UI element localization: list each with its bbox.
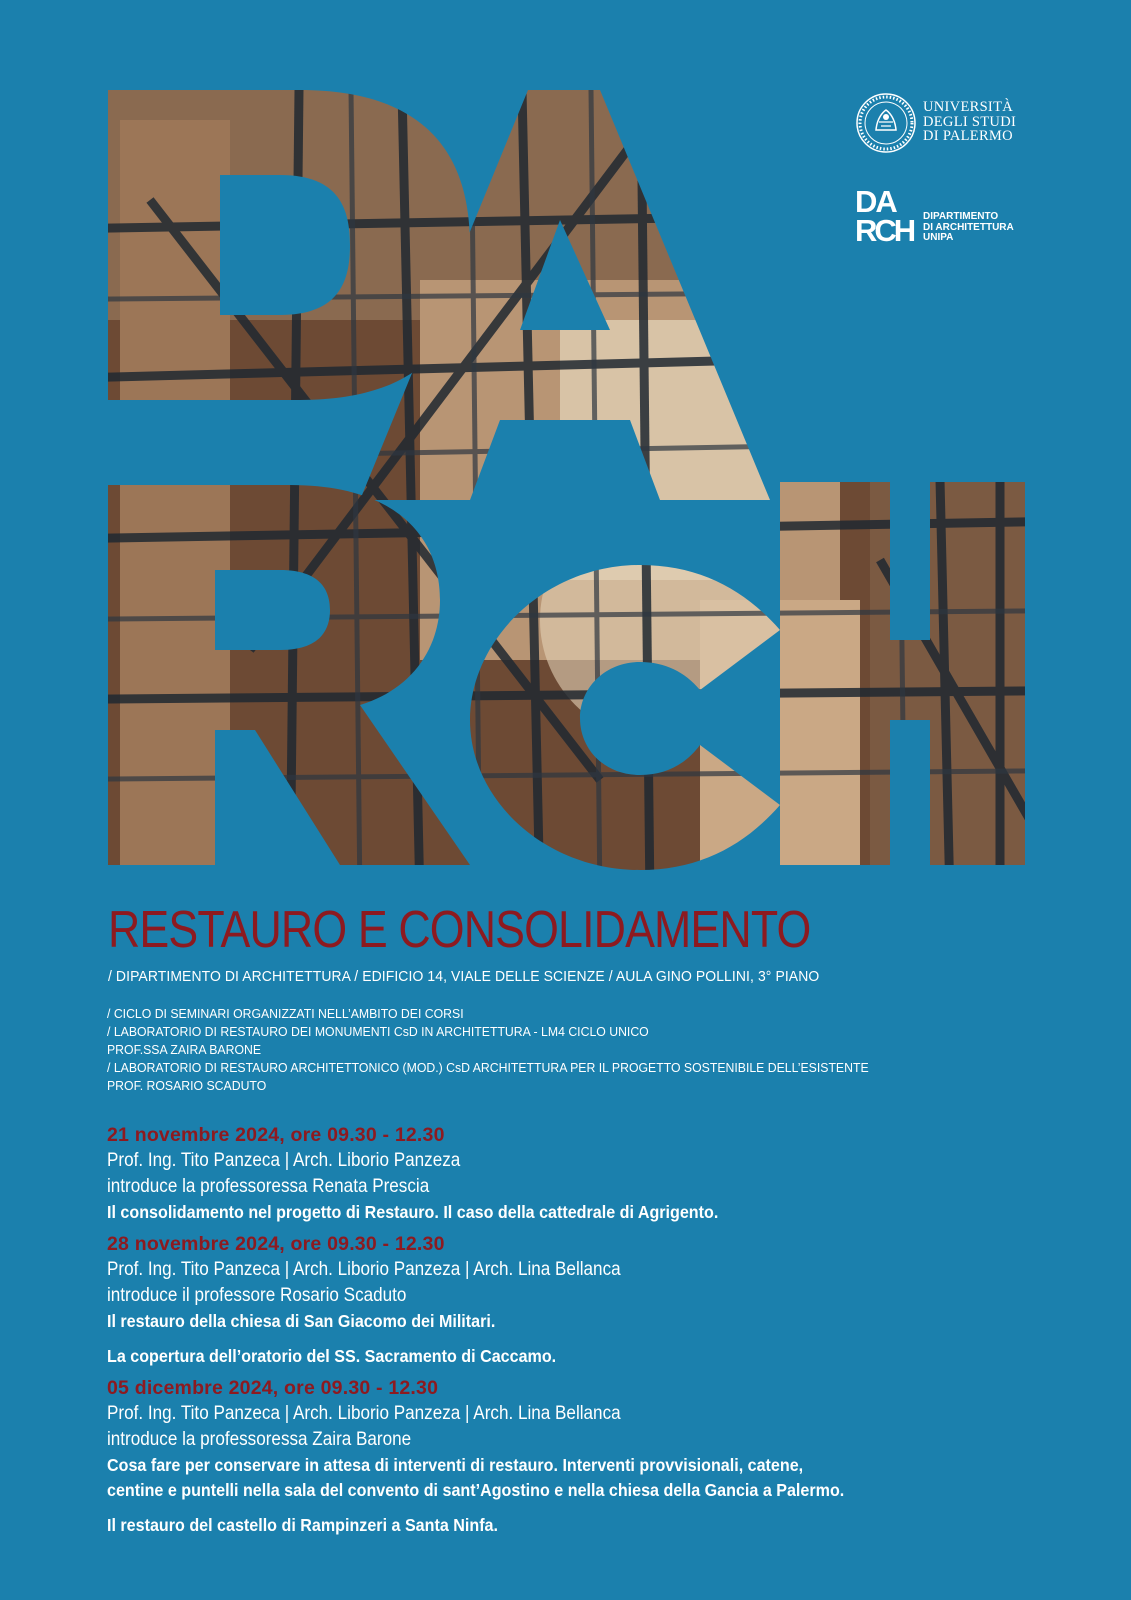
session-talk: Il restauro del castello di Rampinzeri a Santa Ninfa. xyxy=(107,1515,498,1535)
session-introducer: introduce la professoressa Renata Prescia xyxy=(107,1176,430,1197)
university-logo xyxy=(855,92,1055,156)
department-line-3: UNIPA xyxy=(923,232,954,243)
letter-c xyxy=(470,565,780,870)
session-item xyxy=(107,1231,1117,1369)
cycle-line: / LABORATORIO DI RESTAURO ARCHITETTONICO (MOD.) CsD ARCHITETTURA PER IL PROGETTO SOSTENIBILE DELL’ESISTENTE xyxy=(107,1060,869,1075)
session-talk: La copertura dell’oratorio del SS. Sacramento di Caccamo. xyxy=(107,1346,557,1366)
university-line-1: UNIVERSITÀ xyxy=(923,99,1013,115)
session-item xyxy=(107,1122,1117,1225)
session-speakers: Prof. Ing. Tito Panzeca | Arch. Liborio Panzeza | Arch. Lina Bellanca xyxy=(107,1403,621,1424)
cycle-line: PROF.SSA ZAIRA BARONE xyxy=(107,1042,262,1057)
department-name xyxy=(923,212,1014,244)
poster-title: RESTAURO E CONSOLIDAMENTO xyxy=(108,901,811,959)
venue-line: / DIPARTIMENTO DI ARCHITETTURA / EDIFICIO 14, VIALE DELLE SCIENZE / AULA GINO POLLINI, 3° PIANO xyxy=(108,968,820,985)
session-talk: centine e puntelli nella sala del convento di sant’Agostino e nella chiesa della Gancia a Palermo. xyxy=(107,1480,845,1500)
letter-r xyxy=(108,485,470,865)
darch-mark-bottom: RCH xyxy=(855,213,914,243)
session-talk: Cosa fare per conservare in attesa di interventi di restauro. Interventi provvisionali, catene, xyxy=(107,1455,804,1475)
university-name xyxy=(923,100,1016,144)
cycle-line: PROF. ROSARIO SCADUTO xyxy=(107,1078,267,1093)
seminar-cycle-info xyxy=(107,1005,869,1095)
session-item xyxy=(107,1375,1117,1538)
session-introducer: introduce il professore Rosario Scaduto xyxy=(107,1285,407,1306)
darch-mark-top: DA xyxy=(855,185,896,219)
cycle-line: / CICLO DI SEMINARI ORGANIZZATI NELL’AMBITO DEI CORSI xyxy=(107,1006,464,1021)
cycle-line: / LABORATORIO DI RESTAURO DEI MONUMENTI CsD IN ARCHITETTURA - LM4 CICLO UNICO xyxy=(107,1024,649,1039)
department-line-2: DI ARCHITETTURA xyxy=(923,221,1014,233)
session-talk: Il consolidamento nel progetto di Restauro. Il caso della cattedrale di Agrigento. xyxy=(107,1202,719,1222)
session-date: 28 novembre 2024, ore 09.30 - 12.30 xyxy=(107,1233,445,1255)
university-line-2: DEGLI STUDI xyxy=(923,113,1017,130)
letter-h xyxy=(780,482,1025,865)
university-line-3: DI PALERMO xyxy=(923,128,1013,144)
letter-d xyxy=(108,90,470,400)
session-date: 21 novembre 2024, ore 09.30 - 12.30 xyxy=(107,1124,445,1146)
session-introducer: introduce la professoressa Zaira Barone xyxy=(107,1429,412,1450)
session-talk: Il restauro della chiesa di San Giacomo dei Militari. xyxy=(107,1311,496,1331)
session-speakers: Prof. Ing. Tito Panzeca | Arch. Liborio Panzeza | Arch. Lina Bellanca xyxy=(107,1259,621,1280)
session-date: 05 dicembre 2024, ore 09.30 - 12.30 xyxy=(107,1377,439,1399)
seminar-schedule xyxy=(107,1122,1117,1544)
session-speakers: Prof. Ing. Tito Panzeca | Arch. Liborio Panzeza xyxy=(107,1150,461,1171)
department-logo xyxy=(855,185,1035,245)
darch-mark-icon xyxy=(855,185,919,243)
university-seal-icon xyxy=(855,92,917,154)
department-line-1: DIPARTIMENTO xyxy=(923,211,999,222)
